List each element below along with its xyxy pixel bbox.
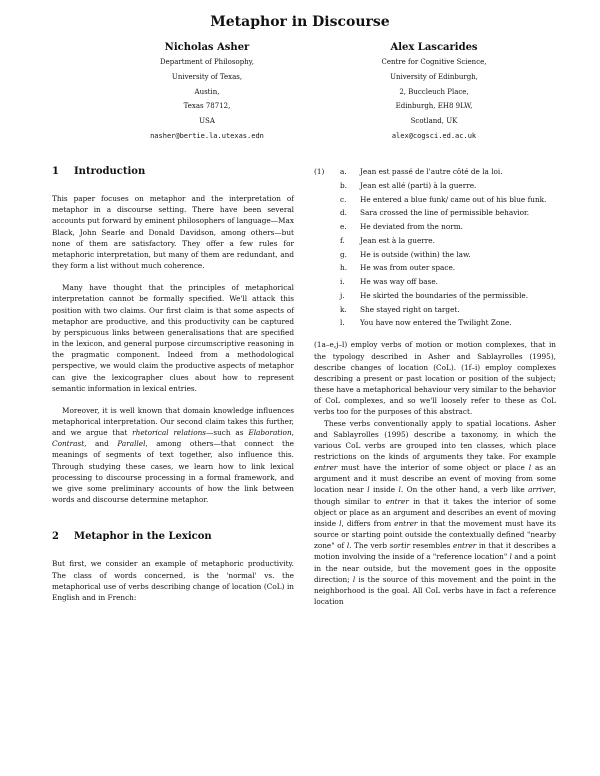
author-name: Nicholas Asher — [164, 42, 250, 53]
affiliation-line: Edinburgh, EH8 9LW, — [395, 102, 473, 111]
author-email: alex@cogsci.ed.ac.uk — [391, 131, 477, 140]
affiliation-line: Department of Philosophy, — [160, 58, 254, 66]
example-item: j. He skirted the boundaries of the permissible. — [340, 290, 529, 300]
affiliation-line: Texas 78712, — [183, 102, 231, 111]
example-number: (1) — [314, 167, 325, 176]
example-item: k. She stayed right on target. — [340, 304, 460, 314]
lexicon-paragraph-1: But first, we consider an example of metaphoric productivity. The class of words concerned, is the 'normal' vs. the metaphorical use of verbs describing change of location (CoL) in English and in French: — [52, 559, 294, 602]
example-item: i. He was way off base. — [340, 277, 438, 286]
affiliation-line: Scotland, UK — [410, 117, 458, 126]
example-item: c. He entered a blue funk/ came out of his blue funk. — [340, 194, 547, 204]
intro-paragraph-1: This paper focuses on metaphor and the interpretation of metaphor in a discourse setting. There have been several accounts put forward by eminent philosophers of language—Max Black, John Searle and Donald Davidson, among others—but none of them are satisfactory. They offer a few rules for metaphoric interpretation, but many of them are redundant, and they form a list without much coherence. — [52, 194, 294, 271]
author-block-lascarides — [319, 40, 549, 144]
example-item: a. Jean est passé de l'autre côté de la loi. — [340, 167, 503, 176]
author-email: nasher@bertie.la.utexas.edn — [150, 131, 264, 140]
section-title: Introduction — [74, 166, 146, 177]
example-item: d. Sara crossed the line of permissible behavior. — [340, 208, 530, 218]
example-item: e. He deviated from the norm. — [340, 222, 463, 231]
left-column — [52, 166, 294, 603]
affiliation-line: University of Edinburgh, — [390, 72, 478, 81]
col-paragraph: (1a–e,j–l) employ verbs of motion or motion complexes, that in the typology described in Asher and Sablayrolles (1995), describe changes of location (CoL). (1f–i) employ complexes describing a present or past location or position of the subject; these have a metaphorical behaviour very similar to the behavior of CoL complexes, and so we'll loosely refer to these as CoL verbs too for the purposes of this abstract. — [314, 340, 556, 417]
intro-paragraph-2: Many have thought that the principles of metaphorical interpretation cannot be formally specified. We'll attack this position with two claims. Our first claim is that some aspects of metaphor are productive, and this productivity can be captured by perspicuous links between generalisations that are specified in the lexicon, and general purpose circumscriptive reasoning in the pragmatic component. Indeed from a methodological perspective, we would claim the productive aspects of metaphor can give the lexicographer clues about how to represent semantic information in lexical entries. — [52, 283, 294, 393]
example-item: l. You have now entered the Twilight Zone. — [340, 318, 512, 328]
affiliation-line: Centre for Cognitive Science, — [381, 58, 487, 66]
section-title: Metaphor in the Lexicon — [74, 531, 212, 543]
right-column — [314, 166, 556, 607]
affiliation-line: Austin, — [194, 87, 220, 96]
section-number: 2 — [52, 531, 59, 543]
section-number: 1 — [52, 166, 59, 177]
affiliation-line: 2, Buccleuch Place, — [399, 87, 469, 96]
author-name: Alex Lascarides — [390, 42, 478, 53]
author-block-asher — [92, 40, 322, 144]
affiliation-line: USA — [199, 117, 215, 126]
example-item: h. He was from outer space. — [340, 263, 456, 273]
affiliation-line: University of Texas, — [171, 72, 243, 81]
example-item: g. He is outside (within) the law. — [340, 249, 471, 259]
example-list — [314, 166, 556, 328]
paper-title: Metaphor in Discourse — [210, 14, 390, 30]
example-item: b. Jean est allé (parti) à la guerre. — [340, 180, 477, 190]
col-paragraph: These verbs conventionally apply to spatial locations. Asher and Sablayrolles (1995) describe a taxonomy, in which the various CoL verbs are grouped into ten classes, which place restrictions on the kinds of arguments they take. For example entrer must have the interior of some object or place l as an argument and it must describe an event of moving from some location near l inside l. On the other hand, a verb like arriver, though similar to entrer in that it takes the interior of some object or place as an argument and describes an event of moving inside l, differs from entrer in that the movement must have its source or starting point outside the contextually defined "nearby zone" of l. The verb sortir resembles entrer in that it describes a motion involving the inside of a "reference location" l and a point in the near outside, but the movement goes in the opposite direction; l is the source of this movement and the point in the neighborhood is the goal. All CoL verbs have in fact a reference location — [314, 418, 557, 606]
example-item: f. Jean est à la guerre. — [340, 235, 435, 245]
intro-paragraph-3: Moreover, it is well known that domain knowledge influences metaphorical interpretation. Our second claim takes this further, and we argue that rhetorical relations—such as Elaboration, Contrast, and Parallel, among others—that connect the meanings of segments of text together, also influence this. Through studying these cases, we learn how to link lexical processing to discourse processing in a formal framework, and we give some preliminary accounts of how the link between words and discourse determine metaphor. — [52, 405, 294, 505]
section-heading-metaphor-lexicon — [52, 531, 294, 542]
section-heading-introduction — [52, 166, 294, 177]
